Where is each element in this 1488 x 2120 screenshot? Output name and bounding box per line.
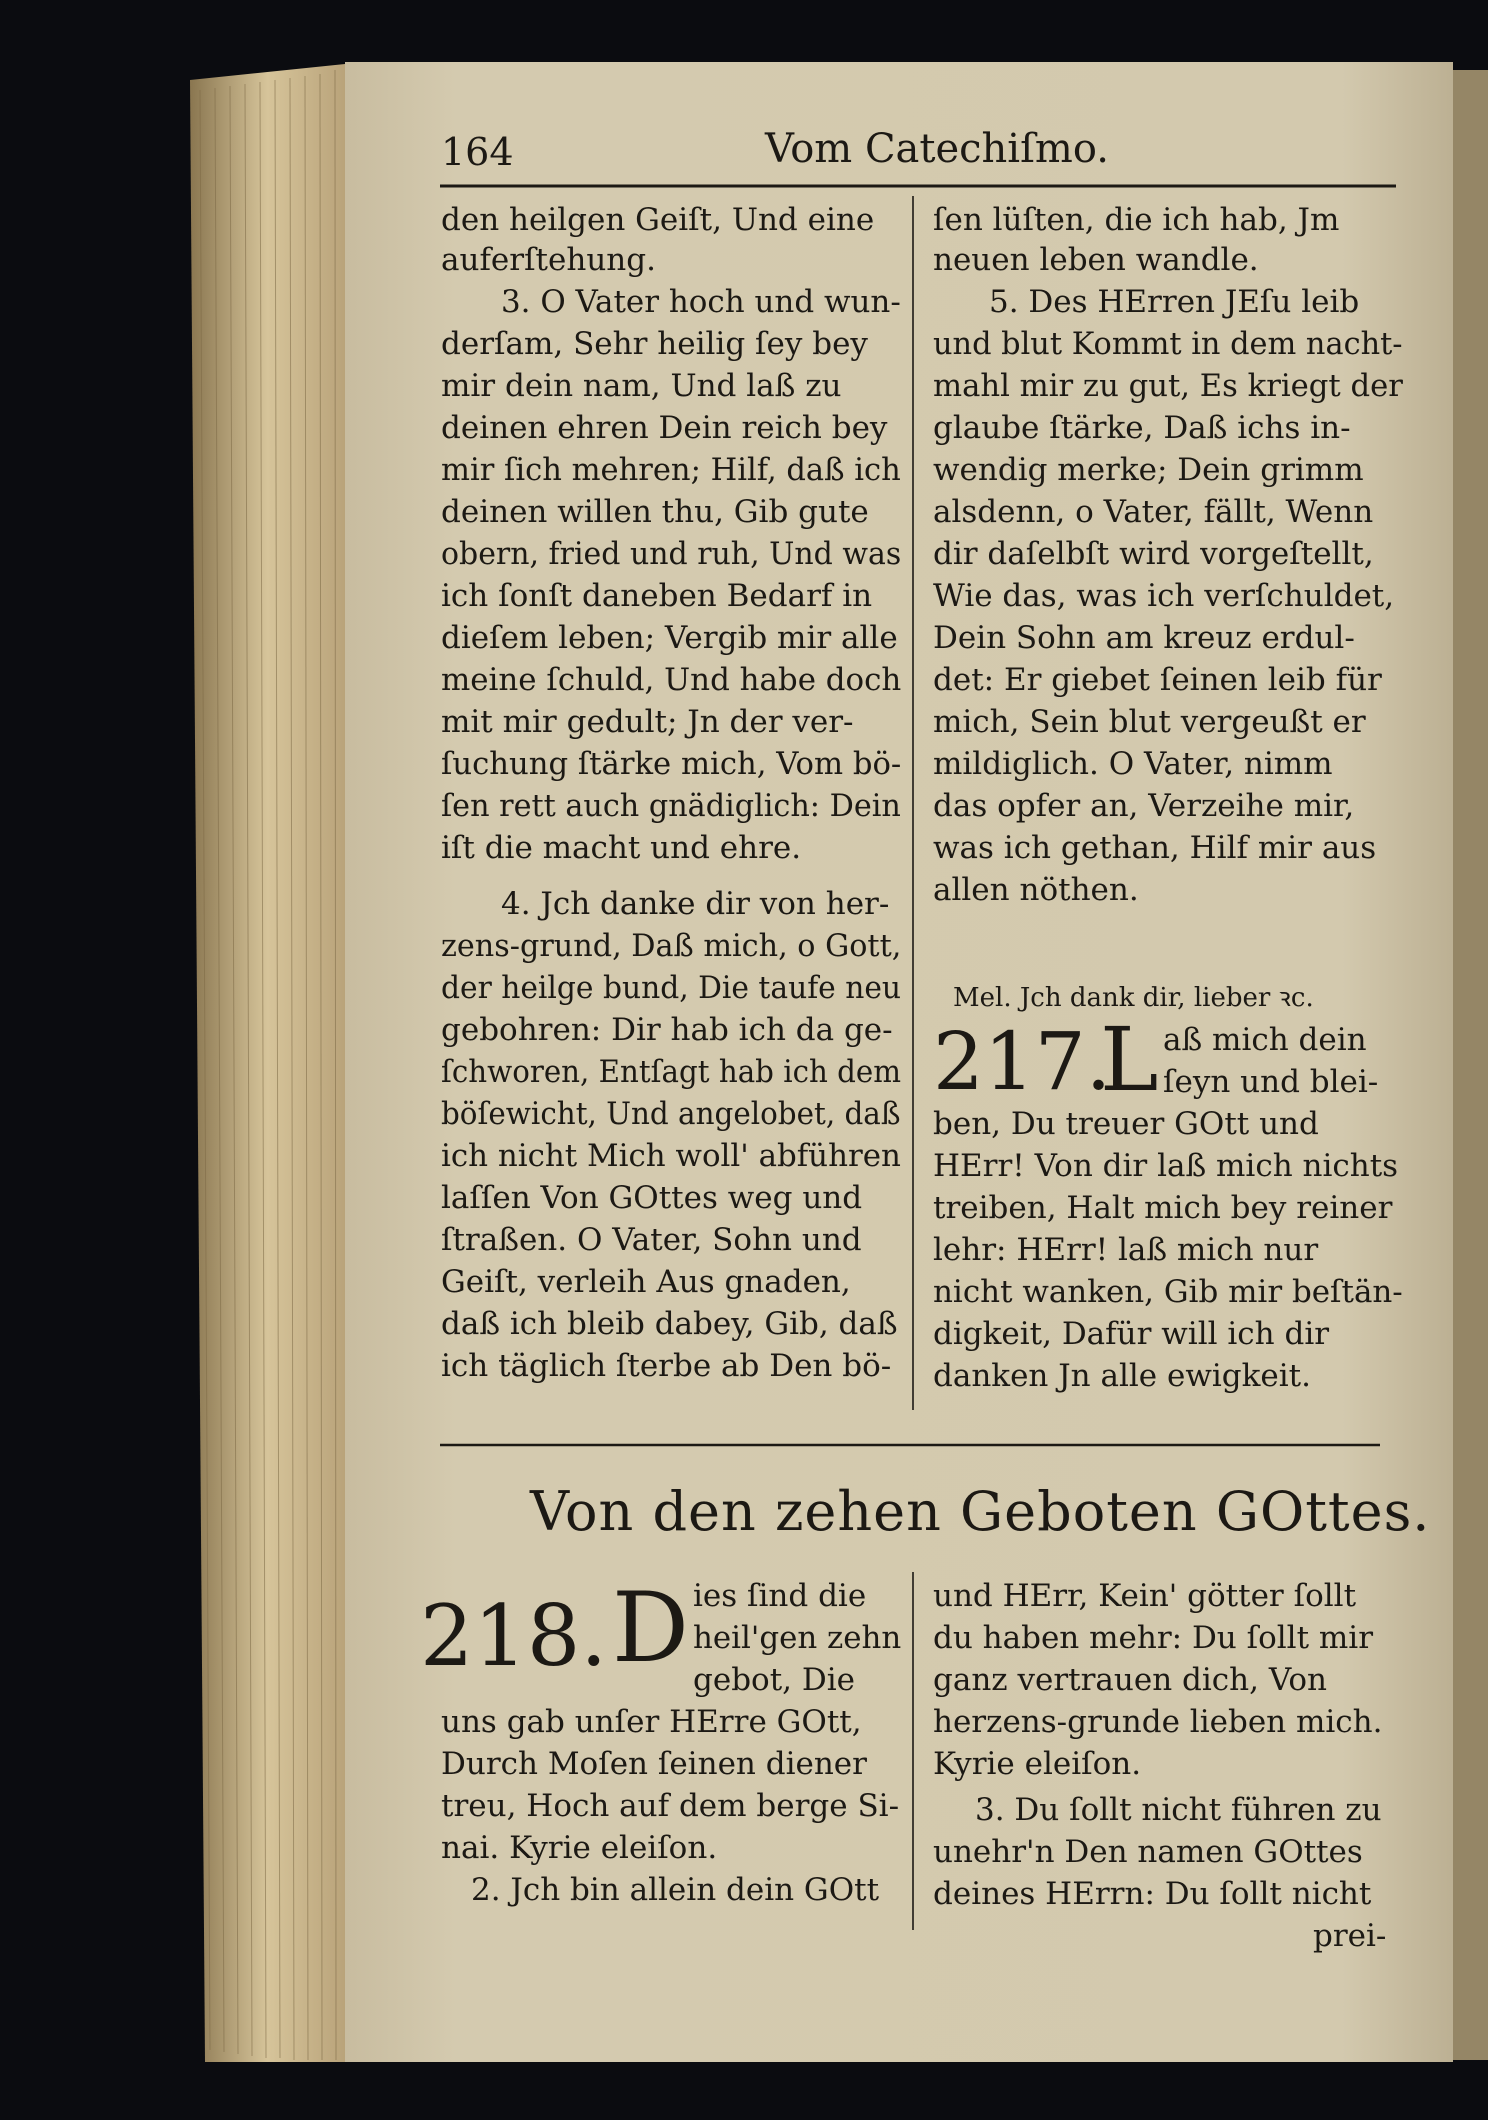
text-line: derſam, Sehr heilig ſey bey (441, 326, 868, 362)
text-line: herzens-grunde lieben mich. (933, 1704, 1383, 1740)
text-line: laſſen Von GOttes weg und (441, 1180, 863, 1216)
text-line: nicht wanken, Gib mir beſtän- (933, 1274, 1403, 1310)
text-line: alsdenn, o Vater, fällt, Wenn (933, 494, 1374, 530)
text-line: das opfer an, Verzeihe mir, (933, 788, 1355, 824)
text-line: ich nicht Mich woll' abführen (441, 1138, 901, 1174)
text-line: iſt die macht und ehre. (441, 830, 802, 866)
text-line: ben, Du treuer GOtt und (933, 1106, 1319, 1142)
running-title: Vom Catechiſmo. (765, 126, 1109, 172)
text-line: det: Er giebet ſeinen leib für (933, 662, 1382, 698)
text-line: ſuchung ſtärke mich, Vom bö- (441, 746, 902, 782)
text-line: unehr'n Den namen GOttes (933, 1834, 1363, 1870)
text-line: was ich gethan, Hilf mir aus (933, 830, 1377, 866)
text-line: ſen rett auch gnädiglich: Dein (441, 788, 901, 824)
text-line: nai. Kyrie eleiſon. (441, 1830, 718, 1866)
hymn-number-217: 217. (933, 1015, 1112, 1108)
text-line: dir daſelbſt wird vorgeſtellt, (933, 536, 1374, 572)
text-line: uns gab unſer HErre GOtt, (441, 1704, 862, 1740)
text-line: gebot, Die (693, 1662, 855, 1698)
text-line: mir dein nam, Und laß zu (441, 368, 842, 404)
text-line: deinen willen thu, Gib gute (441, 494, 869, 530)
text-line: Geiſt, verleih Aus gnaden, (441, 1264, 851, 1300)
text-line: ſeyn und blei- (1163, 1064, 1379, 1100)
text-line: ies ſind die (693, 1578, 867, 1614)
drop-initial-218: D (612, 1572, 689, 1684)
text-line: ſchworen, Entſagt hab ich dem (441, 1054, 902, 1090)
text-line: auferſtehung. (441, 242, 656, 278)
text-line: dieſem leben; Vergib mir alle (441, 620, 898, 656)
text-line: ganz vertrauen dich, Von (933, 1662, 1328, 1698)
text-line: ich ſonſt daneben Bedarf in (441, 578, 873, 614)
text-line: mit mir gedult; Jn der ver- (441, 704, 854, 740)
text-line: heil'gen zehn (693, 1620, 902, 1656)
text-line: mahl mir zu gut, Es kriegt der (933, 368, 1403, 404)
melody-note-217: Mel. Jch dank dir, lieber ꝛc. (953, 983, 1314, 1013)
text-line: aß mich dein (1163, 1022, 1367, 1058)
text-line: daß ich bleib dabey, Gib, daß (441, 1306, 898, 1342)
text-line: Kyrie eleiſon. (933, 1746, 1142, 1782)
text-line: allen nöthen. (933, 872, 1139, 908)
text-line: ich täglich ſterbe ab Den bö- (441, 1348, 892, 1384)
text-line: böſewicht, Und angelobet, daß (441, 1096, 901, 1132)
text-line: treu, Hoch auf dem berge Si- (441, 1788, 900, 1824)
text-line: lehr: HErr! laß mich nur (933, 1232, 1319, 1268)
text-line: ſtraßen. O Vater, Sohn und (441, 1222, 862, 1258)
text-line: Wie das, was ich verſchuldet, (933, 578, 1395, 614)
text-line: digkeit, Dafür will ich dir (933, 1316, 1330, 1352)
text-line: glaube ſtärke, Daß ichs in- (933, 410, 1351, 446)
section-title: Von den zehen Geboten GOttes. (530, 1480, 1431, 1543)
page-number: 164 (441, 130, 514, 174)
text-line: und blut Kommt in dem nacht- (933, 326, 1403, 362)
text-line: deinen ehren Dein reich bey (441, 410, 888, 446)
text-line: 3. Du ſollt nicht führen zu (975, 1792, 1382, 1828)
text-line: prei- (1313, 1918, 1387, 1954)
text-line: wendig merke; Dein grimm (933, 452, 1364, 488)
text-line: Dein Sohn am kreuz erdul- (933, 620, 1355, 656)
hymn-number-218: 218. (420, 1587, 608, 1685)
text-line: 4. Jch danke dir von her- (501, 886, 890, 922)
text-line: meine ſchuld, Und habe doch (441, 662, 902, 698)
text-line: du haben mehr: Du ſollt mir (933, 1620, 1374, 1656)
text-line: gebohren: Dir hab ich da ge- (441, 1012, 893, 1048)
text-line: der heilge bund, Die taufe neu (441, 970, 902, 1006)
text-line: mich, Sein blut vergeußt er (933, 704, 1366, 740)
text-line: zens-grund, Daß mich, o Gott, (441, 928, 902, 964)
text-line: 5. Des HErren JEſu leib (989, 284, 1360, 320)
text-line: deines HErrn: Du ſollt nicht (933, 1876, 1372, 1912)
text-line: ſen lüſten, die ich hab, Jm (933, 202, 1340, 238)
text-line: HErr! Von dir laß mich nichts (933, 1148, 1399, 1184)
text-line: 2. Jch bin allein dein GOtt (471, 1872, 880, 1908)
text-line: 3. O Vater hoch und wun- (501, 284, 901, 320)
text-line: obern, fried und ruh, Und was (441, 536, 902, 572)
text-line: mir ſich mehren; Hilf, daß ich (441, 452, 901, 488)
text-line: neuen leben wandle. (933, 242, 1259, 278)
text-line: und HErr, Kein' götter ſollt (933, 1578, 1357, 1614)
text-line: treiben, Halt mich bey reiner (933, 1190, 1393, 1226)
text-line: danken Jn alle ewigkeit. (933, 1358, 1311, 1394)
text-line: den heilgen Geiſt, Und eine (441, 202, 875, 238)
drop-initial-217: L (1100, 1008, 1159, 1111)
text-line: mildiglich. O Vater, nimm (933, 746, 1333, 782)
text-line: Durch Moſen ſeinen diener (441, 1746, 867, 1782)
